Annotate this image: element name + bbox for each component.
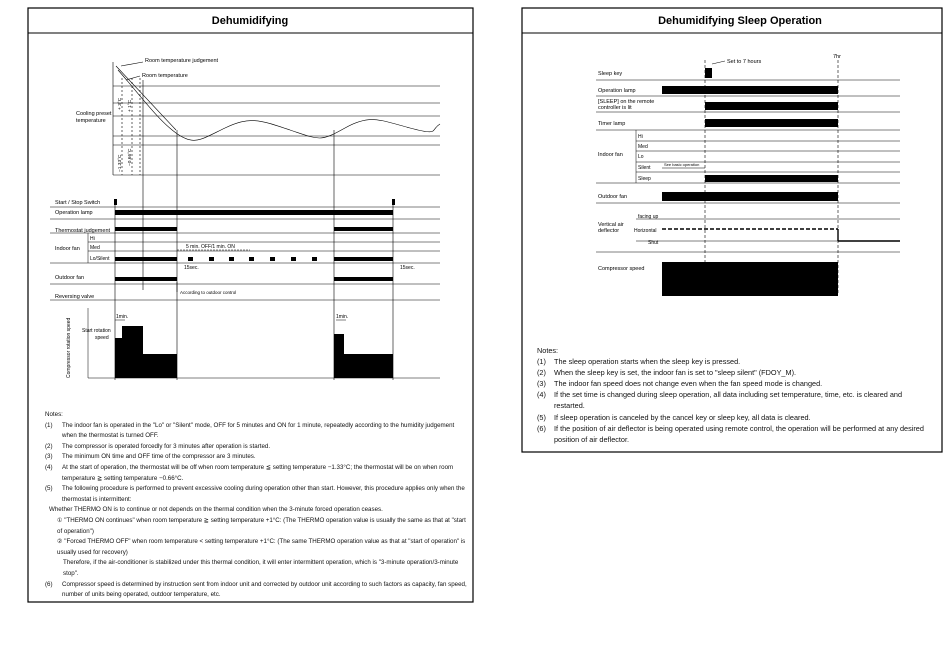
note-number: (5): [537, 412, 546, 422]
note-text: The minimum ON time and OFF time of the compressor are 3 minutes.: [62, 453, 256, 461]
label-7hr: 7hr: [833, 54, 841, 60]
label-minus133: −1.33°C: [118, 154, 123, 172]
note-number: (2): [537, 368, 546, 378]
label-indoor-fan: Indoor fan: [55, 246, 80, 252]
note-number: (3): [45, 453, 53, 461]
label-r-sleep: Sleep: [638, 176, 651, 182]
label-vertical-1: Vertical air: [598, 222, 624, 228]
note-text: If the position of air deflector is being operated using remote control, the operation will be performed at any desired position of air deflector.: [554, 423, 924, 444]
label-r-silent: Silent: [638, 165, 651, 171]
right-note-4: [537, 389, 927, 411]
left-notes-title: Notes:: [45, 411, 63, 418]
label-room-temperature: Room temperature: [142, 73, 188, 79]
r-operation-lamp-bar: [662, 86, 838, 94]
note-text: The sleep operation starts when the sleep key is pressed.: [554, 357, 741, 367]
label-r-operation-lamp: Operation lamp: [598, 88, 636, 94]
label-speed: speed: [95, 335, 109, 341]
left-note-5: [45, 484, 470, 505]
label-start-stop: Start / Stop Switch: [55, 200, 101, 206]
label-med: Med: [90, 245, 100, 251]
fan-pulses: [188, 257, 317, 261]
right-note-6: [537, 423, 927, 445]
label-reversing-valve: Reversing valve: [55, 294, 95, 300]
left-title: Dehumidifying: [211, 15, 289, 27]
label-outdoor-fan: Outdoor fan: [55, 275, 85, 281]
set7-leader: [712, 61, 725, 64]
leader-roomtemp: [126, 76, 140, 80]
timing-grid: [50, 207, 440, 300]
room-temperature-curve: [118, 70, 440, 140]
note5-sub-2: ① "THERMO ON continues" when room temperature ≧ setting temperature +1°C: (The THERMO operation value is usually the same as that at "start of operation"): [57, 516, 466, 535]
note-number: (2): [45, 442, 53, 450]
note-text: If sleep operation is canceled by the cancel key or sleep key, all data is cleared.: [554, 412, 811, 422]
note-number: (1): [45, 421, 53, 429]
label-operation-lamp: Operation lamp: [55, 210, 93, 216]
note-text: The following procedure is performed to prevent excessive cooling during operation other than start. However, this procedure applies only when the thermostat is intermittent:: [62, 485, 465, 503]
note-text: If the set time is changed during sleep operation, all data including set temperature, time, etc. is cleared and restarted.: [554, 390, 903, 411]
label-start-rotation: Start rotation: [82, 328, 111, 334]
label-r-outdoor-fan: Outdoor fan: [598, 194, 628, 200]
label-sleep-lit-2: controller is lit: [598, 105, 632, 111]
label-cooling-preset: Cooling preset: [76, 111, 112, 117]
label-horizontal: Horizontal: [634, 228, 657, 234]
left-note-2: [45, 442, 470, 453]
note-number: (4): [45, 463, 53, 471]
thermostat-bar-1: [115, 227, 177, 231]
label-r-indoor-fan: Indoor fan: [598, 152, 623, 158]
label-outdoor-control: According to outdoor control: [180, 290, 237, 295]
label-r-hi: Hi: [638, 134, 643, 140]
note-text: The indoor fan speed does not change even when the fan speed mode is changed.: [554, 379, 823, 389]
label-plus3: + 3°C: [118, 97, 123, 110]
start-pulse: [114, 199, 117, 205]
label-plus1: + 1°C: [128, 99, 133, 112]
thermostat-bar-2: [334, 227, 393, 231]
label-temperature: temperature: [76, 118, 106, 124]
label-compressor-rotation: Compressor rotation speed: [66, 317, 72, 378]
label-see-basic: See basic operation: [664, 162, 700, 167]
label-lo-silent: Lo/Silent: [90, 256, 110, 262]
r-outdoor-fan-bar: [662, 192, 838, 201]
label-thermostat: Thermostat judgement: [55, 228, 111, 234]
note-number: (6): [45, 580, 53, 588]
right-note-5: [537, 412, 927, 423]
note-number: (6): [537, 423, 546, 433]
label-hi: Hi: [90, 236, 95, 242]
note-number: (5): [45, 485, 53, 493]
label-shut: Shut: [648, 240, 659, 246]
note5-sub-4: Therefore, if the air-conditioner is stabilized under this thermal condition, it will enter intermittent operation, which is "3-minute operation/3-minute stop".: [63, 559, 459, 577]
sleep-key-pulse: [705, 68, 712, 78]
label-facing-up: facing up: [638, 214, 659, 220]
compressor-block-1: [115, 326, 177, 378]
right-notes-title: Notes:: [537, 346, 559, 355]
label-15sec-a: 15sec.: [184, 265, 199, 271]
note-text: The compressor is operated forcedly for 3 minutes after operation is started.: [62, 442, 271, 450]
note-number: (1): [537, 357, 546, 367]
note-text: The indoor fan is operated in the "Lo" or "Silent" mode, OFF for 5 minutes and ON for 1 minute, repeatedly according to the humidity judgement when the thermostat is turned OFF.: [62, 421, 455, 440]
note-text: When the sleep key is set, the indoor fan is set to "sleep silent" (FDOY_M).: [554, 368, 797, 378]
fan-lo-bar-2: [334, 257, 393, 261]
label-room-temp-judgement: Room temperature judgement: [145, 58, 219, 64]
left-note-6: [45, 580, 470, 601]
note5-sub-3: ② "Forced THERMO OFF" when room temperature < setting temperature +1°C: (The same THERMO operation value as that at "start of operation" is usually used for recovery): [57, 538, 466, 556]
sleep-lit-bar: [705, 102, 838, 110]
timer-lamp-bar: [705, 119, 838, 127]
label-vertical-2: deflector: [598, 228, 620, 234]
left-note-3: [45, 452, 470, 463]
label-r-compressor: Compressor speed: [598, 266, 645, 272]
outdoor-fan-bar-2: [334, 277, 393, 281]
label-sleep-key: Sleep key: [598, 71, 623, 77]
fan-lo-bar-1: [115, 257, 177, 261]
operation-lamp-bar: [115, 210, 393, 215]
r-compressor-bar: [662, 262, 838, 296]
label-sleep-lit-1: [SLEEP] on the remote: [598, 99, 655, 105]
right-note-3: [537, 378, 927, 389]
note-number: (4): [537, 390, 546, 400]
note5-sub-1: Whether THERMO ON is to continue or not depends on the thermal condition when the 3-minute forced operation ceases.: [49, 506, 383, 514]
right-note-1: [537, 356, 927, 367]
left-notes: [45, 410, 470, 601]
note-number: (3): [537, 379, 546, 389]
sleep-fan-bar: [705, 175, 838, 182]
compressor-block-2: [334, 334, 393, 378]
stop-pulse: [392, 199, 395, 205]
label-1min-a: 1min.: [116, 314, 129, 320]
label-r-lo: Lo: [638, 154, 644, 160]
label-set7: Set to 7 hours: [727, 59, 762, 65]
label-minus066: −0.66°C: [128, 148, 133, 166]
label-15sec-b: 15sec.: [400, 265, 415, 271]
label-1min-b: 1min.: [336, 314, 349, 320]
note-text: Compressor speed is determined by instruction sent from indoor unit and corrected by outdoor unit according to such factors as capacity, fan speed, number of units being operated, outdoor temperature, etc.: [62, 580, 467, 599]
label-timer-lamp: Timer lamp: [598, 121, 626, 127]
left-note-1: [45, 421, 470, 442]
leader-judgement: [121, 62, 143, 66]
outdoor-fan-bar-1: [115, 277, 177, 281]
label-r-med: Med: [638, 144, 648, 150]
right-notes: [537, 345, 927, 445]
right-note-2: [537, 367, 927, 378]
label-five-min: 5 min. OFF/1 min. ON: [186, 244, 235, 250]
left-note-4: [45, 463, 470, 484]
right-title: Dehumidifying Sleep Operation: [658, 15, 822, 27]
note-text: At the start of operation, the thermostat will be off when room temperature ≦ setting temperature −1.33°C; the thermostat will be on when room temperature ≧ setting temperature −0.66°C.: [62, 463, 454, 482]
